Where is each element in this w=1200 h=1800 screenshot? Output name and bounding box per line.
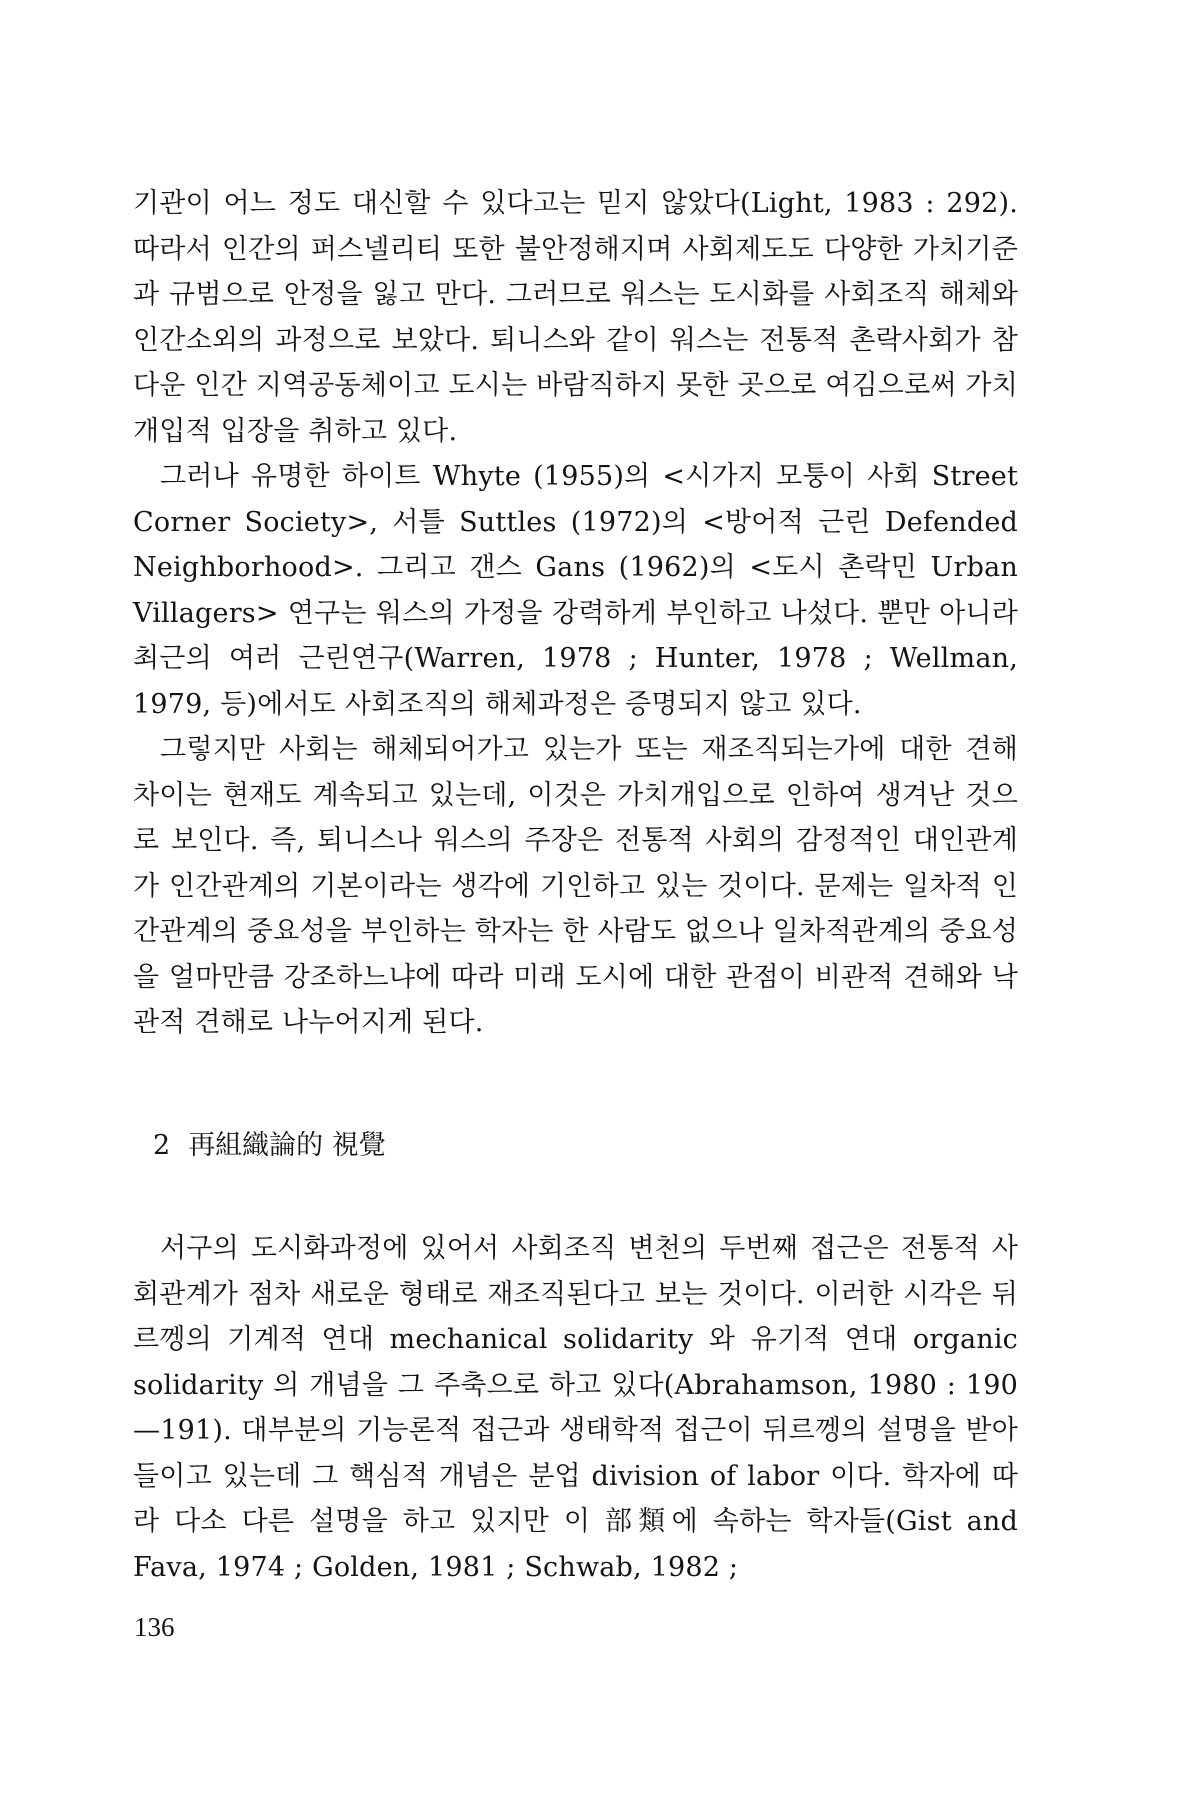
- body-text-top: [133, 181, 1018, 1046]
- section-number: 2: [153, 1130, 171, 1161]
- paragraph: 서구의 도시화과정에 있어서 사회조직 변천의 두번째 접근은 전통적 사회관계가 점차 새로운 형태로 재조직된다고 보는 것이다. 이러한 시각은 뒤르껭의 기계적 연대 mechanical solidarity 와 유기적 연대 organic solidarity 의 개념을 그 주축으로 하고 있다(Abrahamson, 1980 : 190—191). 대부분의 기능론적 접근과 생태학적 접근이 뒤르껭의 설명을 받아들이고 있는데 그 핵심적 개념은 분업 division of labor 이다. 학자에 따라 다소 다른 설명을 하고 있지만 이 部類에 속하는 학자들(Gist and Fava, 1974 ; Golden, 1981 ; Schwab, 1982 ;: [133, 1233, 1018, 1583]
- section-heading: [153, 1126, 386, 1166]
- section-title: 再組織論的 視覺: [188, 1130, 386, 1161]
- page-number: 136: [134, 1612, 175, 1642]
- paragraph: 그러나 유명한 하이트 Whyte (1955)의 <시가지 모퉁이 사회 Street Corner Society>, 서틀 Suttles (1972)의 <방어적 근린 Defended Neighborhood>. 그리고 갠스 Gans (1962)의 <도시 촌락민 Urban Villagers> 연구는 워스의 가정을 강력하게 부인하고 나섰다. 뿐만 아니라 최근의 여러 근린연구(Warren, 1978 ; Hunter, 1978 ; Wellman, 1979, 등)에서도 사회조직의 해체과정은 증명되지 않고 있다.: [133, 461, 1018, 720]
- paragraph-continued: 기관이 어느 정도 대신할 수 있다고는 믿지 않았다(Light, 1983 : 292). 따라서 인간의 퍼스넬리티 또한 불안정해지며 사회제도도 다양한 가치기준과 규범으로 안정을 잃고 만다. 그러므로 워스는 도시화를 사회조직 해체와 인간소외의 과정으로 보았다. 퇴니스와 같이 워스는 전통적 촌락사회가 참다운 인간 지역공동체이고 도시는 바람직하지 못한 곳으로 여김으로써 가치개입적 입장을 취하고 있다.: [133, 188, 1019, 447]
- paragraph: 그렇지만 사회는 해체되어가고 있는가 또는 재조직되는가에 대한 견해 차이는 현재도 계속되고 있는데, 이것은 가치개입으로 인하여 생겨난 것으로 보인다. 즉, 퇴니스나 워스의 주장은 전통적 사회의 감정적인 대인관계가 인간관계의 기본이라는 생각에 기인하고 있는 것이다. 문제는 일차적 인간관계의 중요성을 부인하는 학자는 한 사람도 없으나 일차적관계의 중요성을 얼마만큼 강조하느냐에 따라 미래 도시에 대한 관점이 비관적 견해와 낙관적 견해로 나누어지게 된다.: [133, 734, 1019, 1038]
- body-text-bottom: [133, 1226, 1018, 1590]
